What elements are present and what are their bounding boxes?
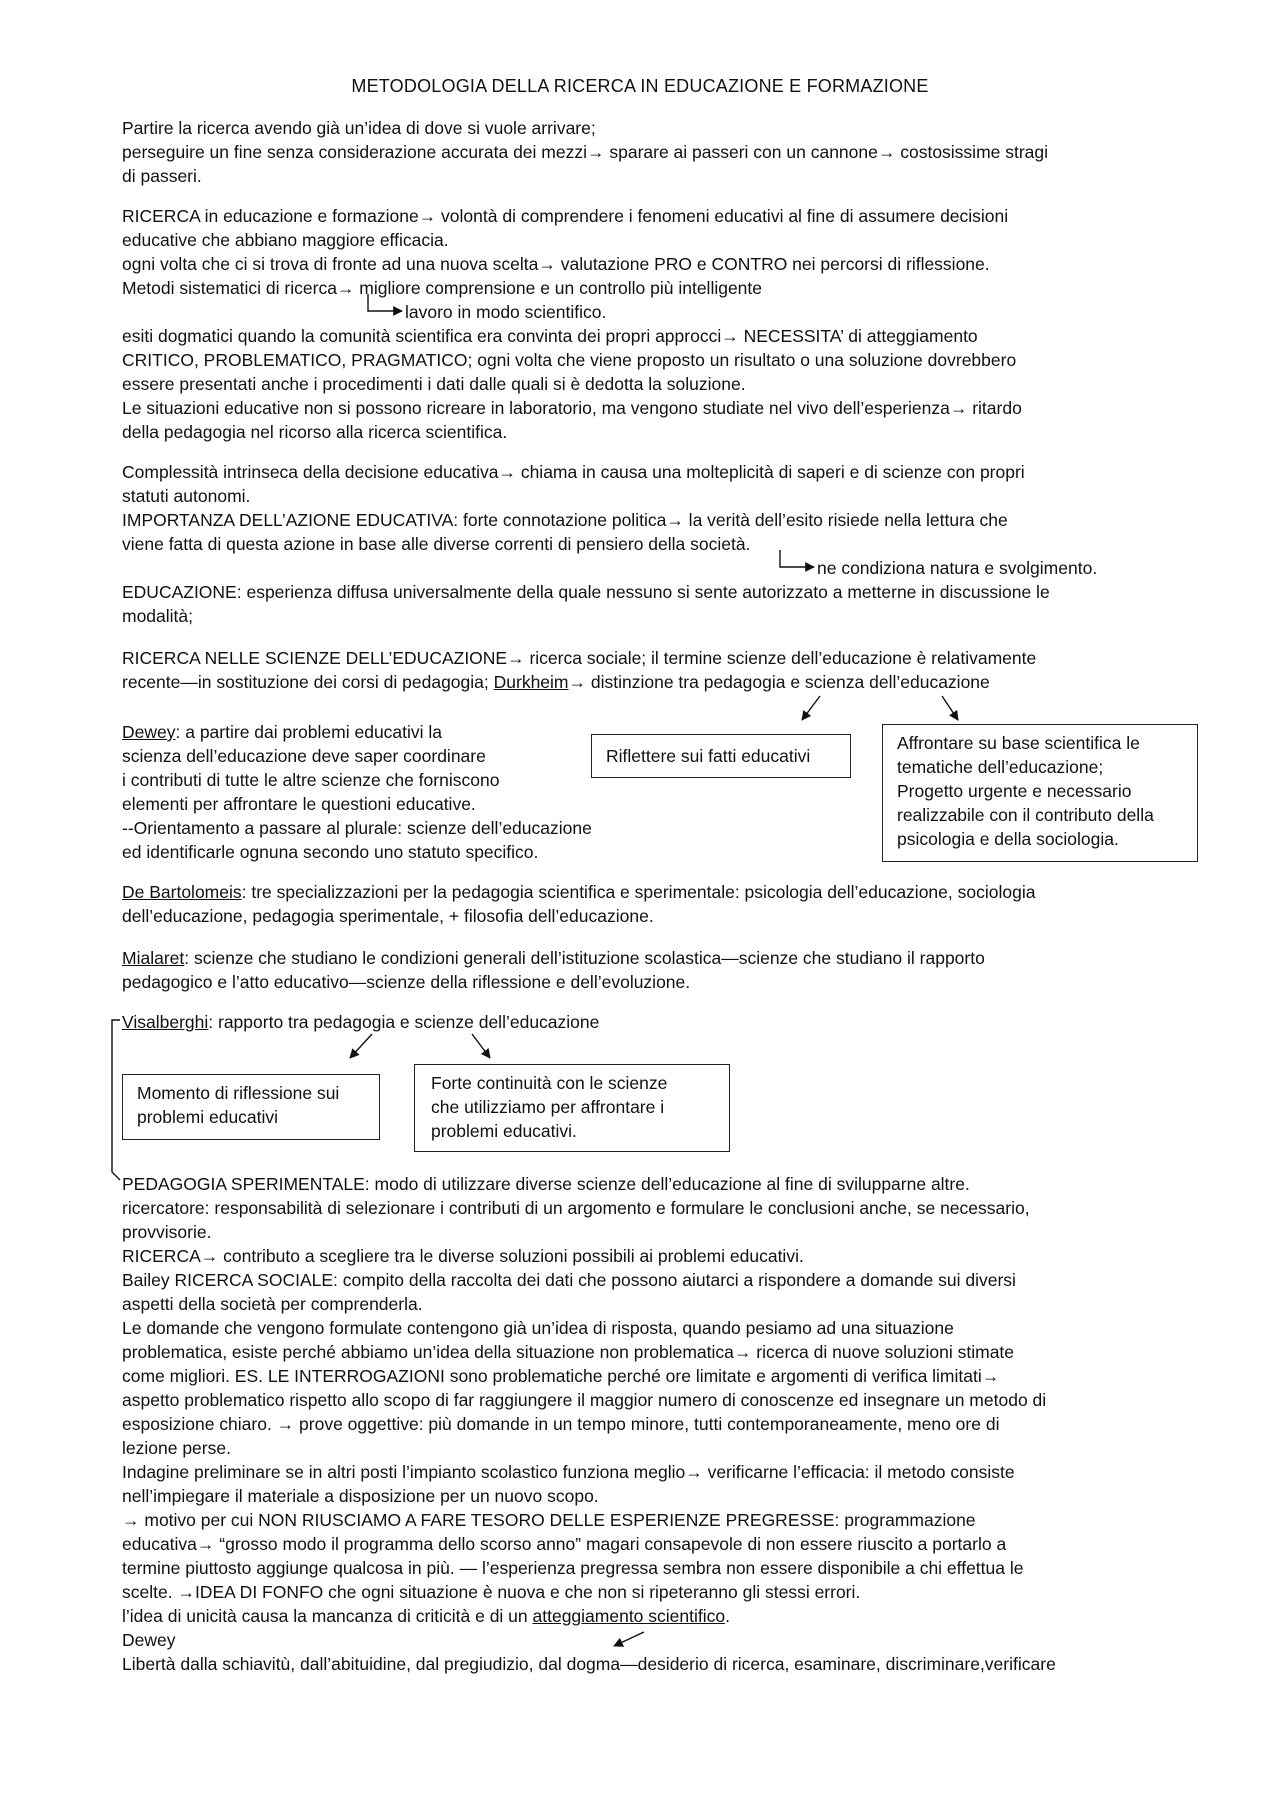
concept-box-affrontare xyxy=(882,724,1198,862)
concept-box-forte xyxy=(414,1064,730,1152)
arrow-to-riflettere xyxy=(802,696,820,720)
text-line: esiti dogmatici quando la comunità scientifica era convinta dei propri approcci→ NECESSITA’ di atteggiamento xyxy=(122,326,978,346)
author-name-durkheim: Durkheim xyxy=(493,672,569,692)
text-line: scelte. →IDEA DI FONFO che ogni situazione è nuova e che non si ripeteranno gli stessi errori. xyxy=(122,1582,861,1602)
text-line xyxy=(122,880,1035,904)
text-line: CRITICO, PROBLEMATICO, PRAGMATICO; ogni volta che viene proposto un risultato o una soluzione dovrebbero xyxy=(122,350,1017,370)
concept-box-momento xyxy=(122,1074,380,1140)
text-line: Indagine preliminare se in altri posti l’impianto scolastico funziona meglio→ verificarne l’efficacia: il metodo consiste xyxy=(122,1462,1015,1482)
text-line: --Orientamento a passare al plurale: scienze dell’educazione xyxy=(122,818,592,838)
text-line: Dewey xyxy=(122,1630,176,1650)
text-line: statuti autonomi. xyxy=(122,486,251,506)
text-fragment: . xyxy=(725,1606,730,1626)
text-line: RICERCA→ contributo a scegliere tra le diverse soluzioni possibili ai problemi educativi. xyxy=(122,1246,804,1266)
text-line xyxy=(122,720,442,744)
text-line: termine piuttosto aggiunge qualcosa in più. — l’esperienza pregressa sembra non essere disponibile a chi effettua le xyxy=(122,1558,1024,1578)
text-line: educative che abbiano maggiore efficacia. xyxy=(122,230,449,250)
text-line: educativa→ “grosso modo il programma dello scorso anno” magari consapevole di non essere riuscito a portarlo a xyxy=(122,1534,1007,1554)
text-line: Partire la ricerca avendo già un’idea di dove si vuole arrivare; xyxy=(122,118,596,138)
arrow-to-atteggiamento xyxy=(614,1632,644,1646)
text-line: IMPORTANZA DELL’AZIONE EDUCATIVA: forte connotazione politica→ la verità dell’esito risiede nella lettura che xyxy=(122,510,1008,530)
text-line: Bailey RICERCA SOCIALE: compito della raccolta dei dati che possono aiutarci a rispondere a domande sui diversi xyxy=(122,1270,1016,1290)
text-line: dell’educazione, pedagogia sperimentale, + filosofia dell’educazione. xyxy=(122,906,654,926)
text-line: della pedagogia nel ricorso alla ricerca scientifica. xyxy=(122,422,508,442)
text-line xyxy=(122,1010,599,1034)
bracket-line xyxy=(112,1020,120,1180)
concept-box-riflettere: Riflettere sui fatti educativi xyxy=(591,734,851,778)
author-name-debartolomeis: De Bartolomeis xyxy=(122,882,242,902)
author-name-mialaret: Mialaret xyxy=(122,948,185,968)
text-line: provvisorie. xyxy=(122,1222,212,1242)
text-line xyxy=(122,946,985,970)
text-line xyxy=(122,1604,730,1628)
text-line: aspetto problematico rispetto allo scopo di far raggiungere il maggior numero di conoscenze ed insegnare un metodo di xyxy=(122,1390,1047,1410)
text-line: esposizione chiaro. → prove oggettive: più domande in un tempo minore, tutti contemporaneamente, meno ore di xyxy=(122,1414,1000,1434)
arrow-to-affrontare xyxy=(942,696,958,720)
text-line: lezione perse. xyxy=(122,1438,231,1458)
box-line: tematiche dell’educazione; xyxy=(897,757,1104,777)
box-line: problemi educativi. xyxy=(431,1121,577,1141)
box-line: realizzabile con il contributo della xyxy=(897,805,1154,825)
text-fragment: recente—in sostituzione dei corsi di pedagogia; xyxy=(122,672,494,692)
text-line: pedagogico e l’atto educativo—scienze della riflessione e dell’evoluzione. xyxy=(122,972,691,992)
box-line: Forte continuità con le scienze xyxy=(431,1073,668,1093)
box-line: Progetto urgente e necessario xyxy=(897,781,1132,801)
box-line: Momento di riflessione sui xyxy=(137,1083,340,1103)
text-line: i contributi di tutte le altre scienze che forniscono xyxy=(122,770,500,790)
arrow-to-forte xyxy=(472,1034,490,1058)
text-line: RICERCA in educazione e formazione→ volontà di comprendere i fenomeni educativi al fine di assumere decisioni xyxy=(122,206,1009,226)
text-line: Libertà dalla schiavitù, dall’abituidine, dal pregiudizio, dal dogma—desiderio di ricerca, esaminare, discriminare,verificare xyxy=(122,1654,1056,1674)
text-line: di passeri. xyxy=(122,166,202,186)
text-line: EDUCAZIONE: esperienza diffusa universalmente della quale nessuno si sente autorizzato a metterne in discussione le xyxy=(122,582,1050,602)
text-line: Le domande che vengono formulate contengono già un’idea di risposta, quando pesiamo ad una situazione xyxy=(122,1318,954,1338)
text-line: PEDAGOGIA SPERIMENTALE: modo di utilizzare diverse scienze dell’educazione al fine di svilupparne altre. xyxy=(122,1174,970,1194)
box-line: che utilizziamo per affrontare i xyxy=(431,1097,665,1117)
text-line: Complessità intrinseca della decisione educativa→ chiama in causa una molteplicità di saperi e di scienze con propri xyxy=(122,462,1025,482)
text-fragment: : scienze che studiano le condizioni generali dell’istituzione scolastica—scienze che studiano il rapporto xyxy=(184,948,985,968)
box-line: psicologia e della sociologia. xyxy=(897,829,1119,849)
text-line: viene fatta di questa azione in base alle diverse correnti di pensiero della società. xyxy=(122,534,751,554)
text-line: nell’impiegare il materiale a disposizione per un nuovo scopo. xyxy=(122,1486,599,1506)
box-line: problemi educativi xyxy=(137,1107,279,1127)
box-line: Affrontare su base scientifica le xyxy=(897,733,1140,753)
elbow-arrow xyxy=(780,550,814,567)
text-line xyxy=(122,670,990,694)
text-line: aspetti della società per comprenderla. xyxy=(122,1294,423,1314)
underlined-phrase: atteggiamento scientifico xyxy=(532,1606,726,1626)
text-line: come migliori. ES. LE INTERROGAZIONI sono problematiche perché ore limitate e argomenti di verifica limitati→ xyxy=(122,1366,1000,1386)
text-line: ogni volta che ci si trova di fronte ad una nuova scelta→ valutazione PRO e CONTRO nei percorsi di riflessione. xyxy=(122,254,990,274)
text-fragment: : rapporto tra pedagogia e scienze dell’educazione xyxy=(208,1012,600,1032)
text-line: ed identificarle ognuna secondo uno statuto specifico. xyxy=(122,842,539,862)
text-line-indented: lavoro in modo scientifico. xyxy=(405,302,607,322)
text-line: → motivo per cui NON RIUSCIAMO A FARE TESORO DELLE ESPERIENZE PREGRESSE: programmazione xyxy=(122,1510,976,1530)
text-line: essere presentati anche i procedimenti i dati dalle quali si è dedotta la soluzione. xyxy=(122,374,746,394)
author-name-visalberghi: Visalberghi xyxy=(122,1012,209,1032)
text-line: modalità; xyxy=(122,606,194,626)
text-fragment: → distinzione tra pedagogia e scienza dell’educazione xyxy=(568,672,990,692)
text-line: Le situazioni educative non si possono ricreare in laboratorio, ma vengono studiate nel vivo dell’esperienza→ ritardo xyxy=(122,398,1022,418)
text-line: ricercatore: responsabilità di selezionare i contributi di un argomento e formulare le conclusioni anche, se necessario, xyxy=(122,1198,1030,1218)
text-line-indented: ne condiziona natura e svolgimento. xyxy=(817,558,1098,578)
page-title: METODOLOGIA DELLA RICERCA IN EDUCAZIONE E FORMAZIONE xyxy=(351,76,929,96)
text-fragment: l’idea di unicità causa la mancanza di criticità e di un xyxy=(122,1606,533,1626)
text-line: elementi per affrontare le questioni educative. xyxy=(122,794,476,814)
text-line: RICERCA NELLE SCIENZE DELL’EDUCAZIONE→ ricerca sociale; il termine scienze dell’educazione è relativamente xyxy=(122,648,1037,668)
text-fragment: : tre specializzazioni per la pedagogia scientifica e sperimentale: psicologia dell’educazione, sociologia xyxy=(241,882,1036,902)
author-name-dewey: Dewey xyxy=(122,722,176,742)
text-line: scienza dell’educazione deve saper coordinare xyxy=(122,746,486,766)
arrow-to-momento xyxy=(350,1034,372,1058)
text-line: problematica, esiste perché abbiamo un’idea della situazione non problematica→ ricerca di nuove soluzioni stimate xyxy=(122,1342,1015,1362)
text-line: perseguire un fine senza considerazione accurata dei mezzi→ sparare ai passeri con un cannone→ costosissime stragi xyxy=(122,142,1049,162)
text-fragment: : a partire dai problemi educativi la xyxy=(175,722,443,742)
text-line: Metodi sistematici di ricerca→ migliore comprensione e un controllo più intelligente xyxy=(122,278,763,298)
